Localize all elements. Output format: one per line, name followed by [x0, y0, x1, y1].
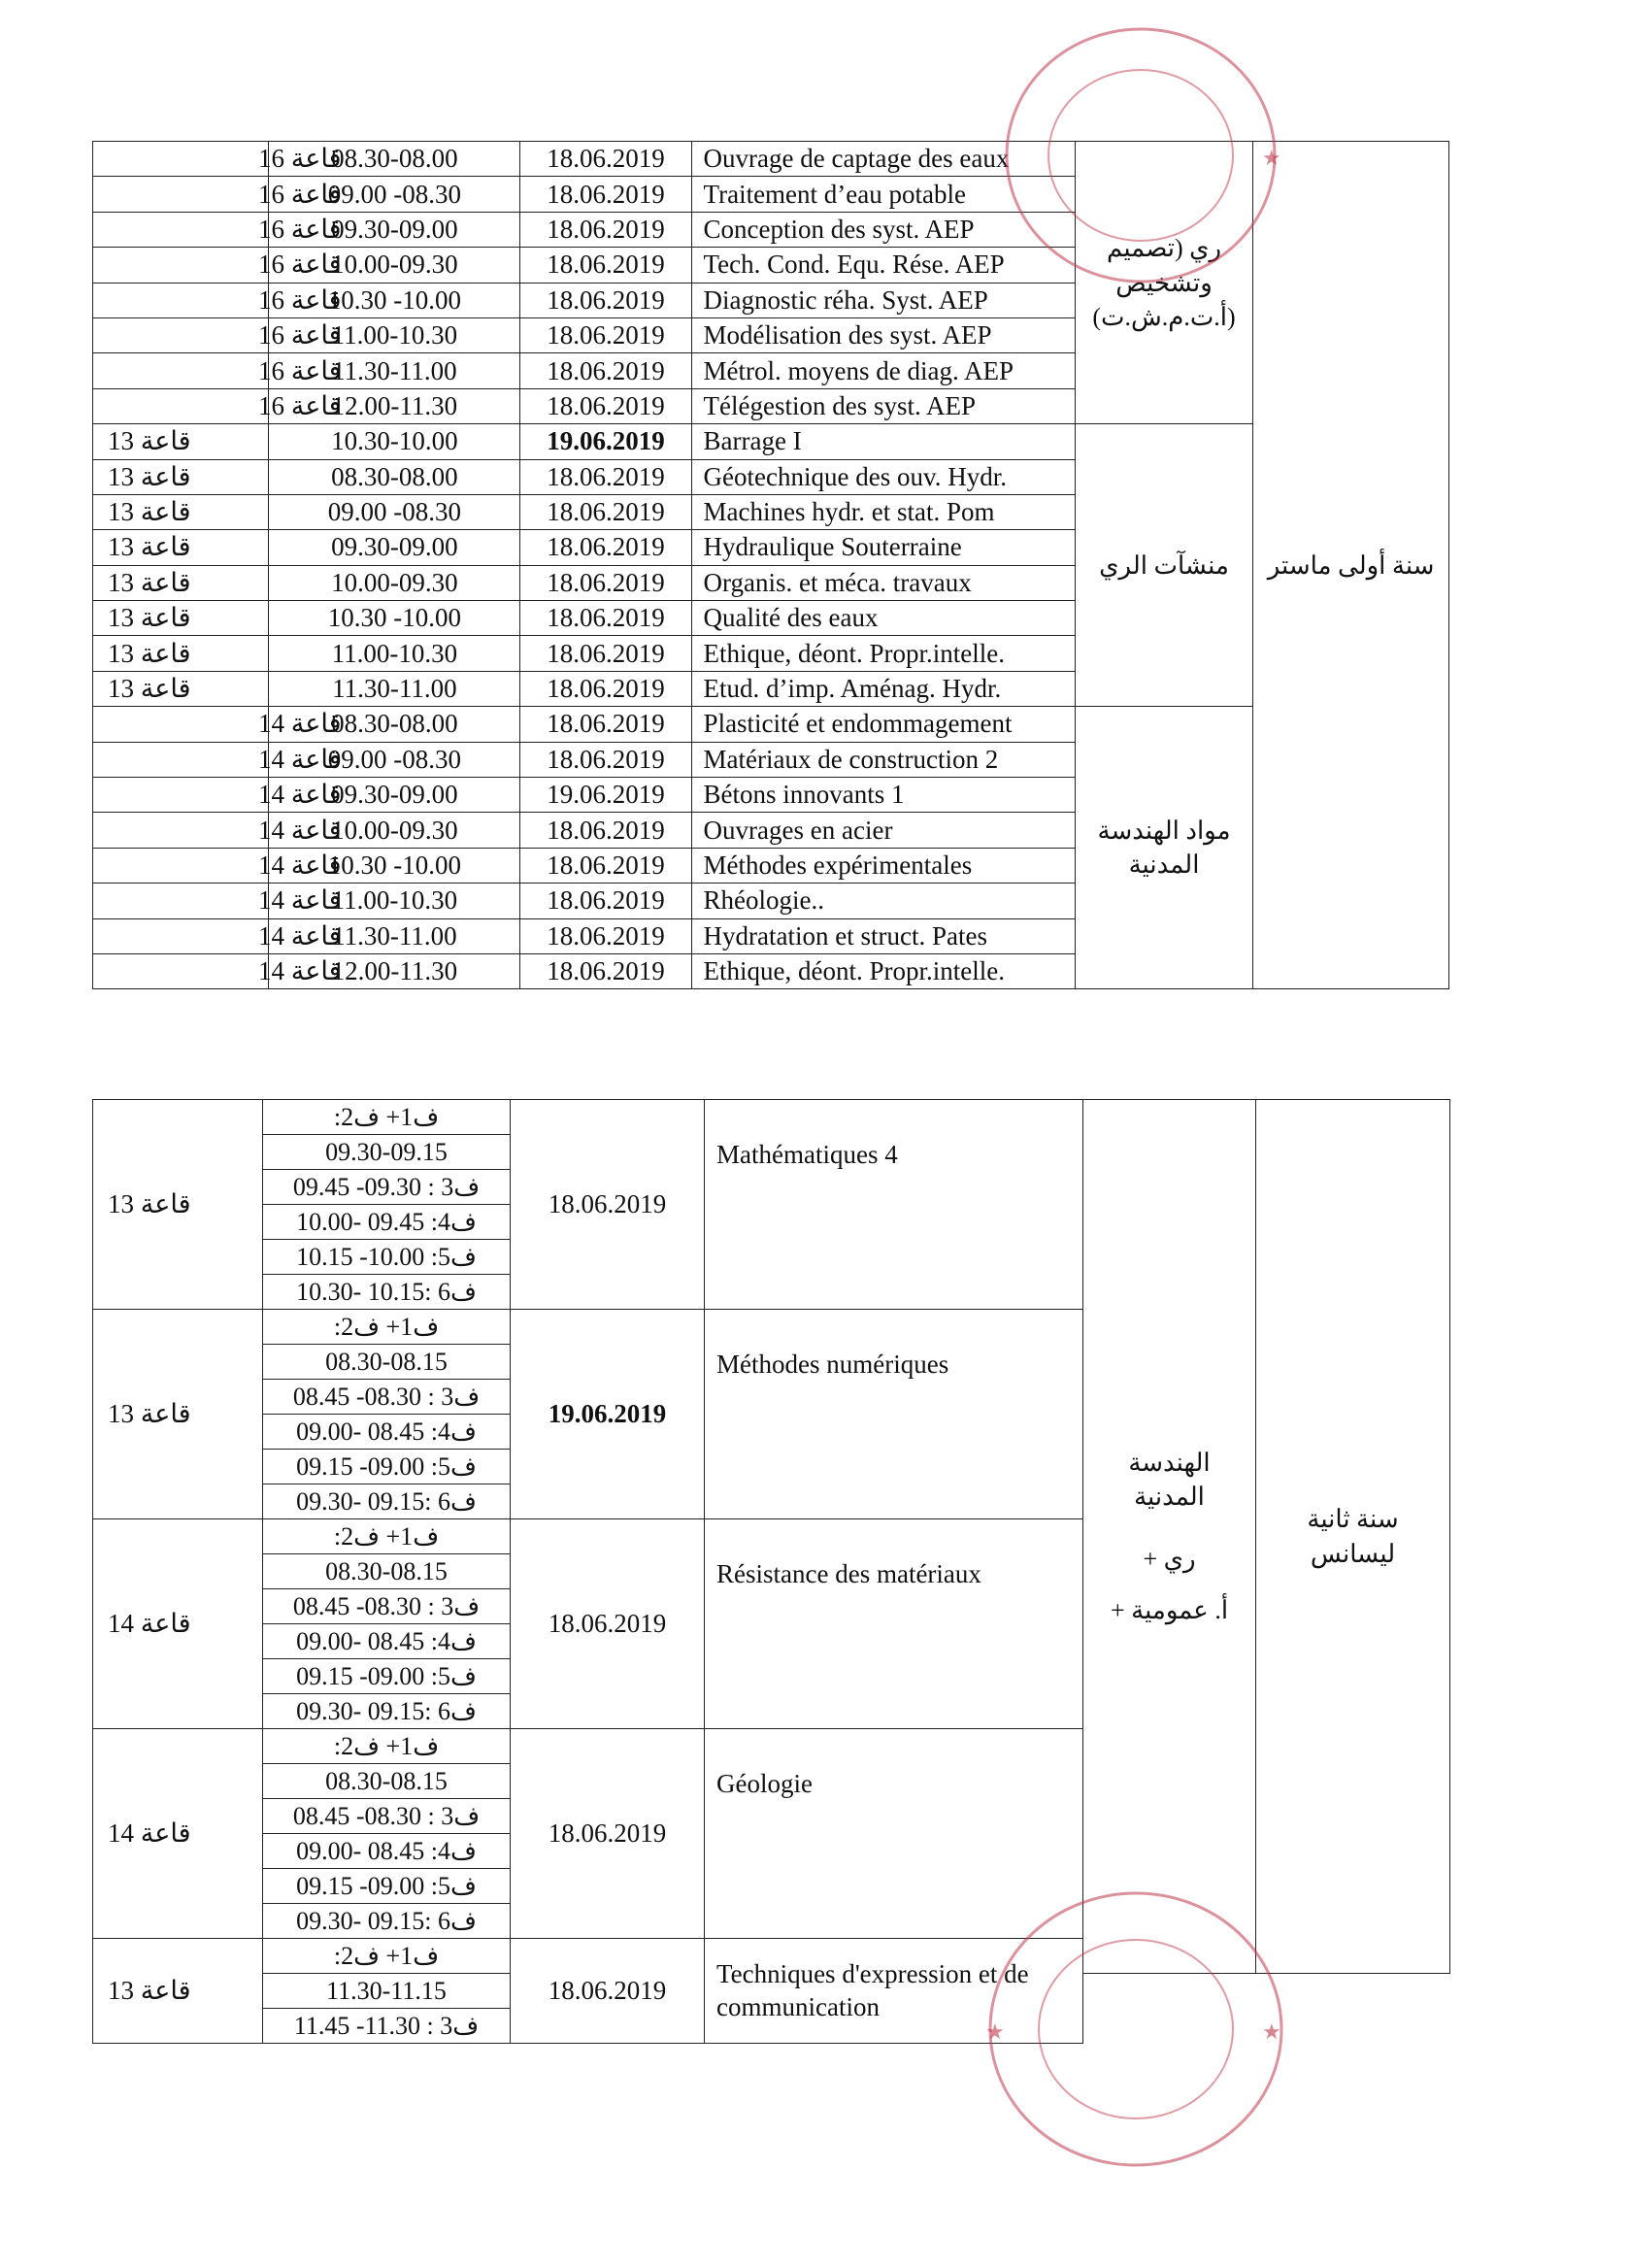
slot-cell: 10.30- 10.15: ف6	[263, 1275, 511, 1310]
date-cell: 18.06.2019	[511, 1100, 705, 1310]
slot-cell: 09.15 -09.00 :ف5	[263, 1450, 511, 1484]
module-cell: Hydraulique Souterraine	[691, 530, 1075, 565]
module-cell: Techniques d'expression et de communication	[705, 1939, 1083, 2044]
slot-head-cell: ف1+ ف2:	[263, 1729, 511, 1764]
specialty-cell: مواد الهندسة المدنية	[1075, 707, 1252, 989]
slot-cell: 11.30-11.15	[263, 1974, 511, 2009]
module-cell: Matériaux de construction 2	[691, 742, 1075, 777]
date-cell: 18.06.2019	[520, 248, 691, 283]
slot-cell: 08.30-08.15	[263, 1554, 511, 1589]
room-cell: قاعة 16	[93, 317, 269, 352]
module-cell: Ethique, déont. Propr.intelle.	[691, 953, 1075, 988]
module-cell: Plasticité et endommagement	[691, 707, 1075, 742]
date-cell: 18.06.2019	[520, 565, 691, 600]
year-cell: سنة أولى ماستر	[1253, 142, 1449, 989]
time-cell: 09.00 -08.30	[269, 494, 520, 529]
date-cell: 19.06.2019	[511, 1310, 705, 1519]
room-cell: قاعة 13	[93, 601, 269, 636]
time-cell: 12.00-11.30	[269, 953, 520, 988]
slot-cell: 09.30- 09.15: ف6	[263, 1694, 511, 1729]
module-cell: Organis. et méca. travaux	[691, 565, 1075, 600]
date-cell: 18.06.2019	[520, 459, 691, 494]
room-cell: قاعة 16	[93, 142, 269, 177]
slot-cell: 09.15 -09.00 :ف5	[263, 1659, 511, 1694]
room-cell: قاعة 14	[93, 1729, 263, 1939]
room-cell: قاعة 14	[93, 742, 269, 777]
table-row	[93, 424, 1449, 459]
date-cell: 18.06.2019	[520, 813, 691, 848]
room-cell: قاعة 13	[93, 530, 269, 565]
room-cell: قاعة 13	[93, 565, 269, 600]
date-cell: 18.06.2019	[520, 212, 691, 247]
time-cell: 10.00-09.30	[269, 248, 520, 283]
module-cell: Conception des syst. AEP	[691, 212, 1075, 247]
slot-cell: 09.00- 08.45 :ف4	[263, 1624, 511, 1659]
module-cell: Méthodes numériques	[705, 1310, 1083, 1519]
slot-cell: 09.30-09.15	[263, 1135, 511, 1170]
date-cell: 18.06.2019	[520, 142, 691, 177]
module-cell: Machines hydr. et stat. Pom	[691, 494, 1075, 529]
date-cell: 19.06.2019	[520, 424, 691, 459]
slot-head-cell: ف1+ ف2:	[263, 1519, 511, 1554]
module-cell: Barrage I	[691, 424, 1075, 459]
date-cell: 18.06.2019	[520, 707, 691, 742]
date-cell: 18.06.2019	[520, 317, 691, 352]
time-cell: 10.30 -10.00	[269, 283, 520, 317]
slot-cell: 09.30- 09.15: ف6	[263, 1484, 511, 1519]
time-cell: 10.30-10.00	[269, 424, 520, 459]
module-cell: Tech. Cond. Equ. Rése. AEP	[691, 248, 1075, 283]
time-cell: 11.00-10.30	[269, 636, 520, 671]
room-cell: قاعة 14	[93, 1519, 263, 1729]
room-cell: قاعة 13	[93, 1100, 263, 1310]
slot-cell: 08.30-08.15	[263, 1345, 511, 1380]
svg-text:★: ★	[1262, 146, 1281, 170]
room-cell: قاعة 13	[93, 1310, 263, 1519]
slot-cell: 08.45 -08.30 : ف3	[263, 1380, 511, 1415]
slot-head-cell: ف1+ ف2:	[263, 1100, 511, 1135]
room-cell: قاعة 16	[93, 388, 269, 423]
room-cell: قاعة 13	[93, 671, 269, 706]
date-cell: 18.06.2019	[520, 530, 691, 565]
module-cell: Modélisation des syst. AEP	[691, 317, 1075, 352]
slot-cell: 08.30-08.15	[263, 1764, 511, 1799]
date-cell: 18.06.2019	[520, 601, 691, 636]
time-cell: 11.30-11.00	[269, 671, 520, 706]
time-cell: 10.00-09.30	[269, 565, 520, 600]
room-cell: قاعة 14	[93, 953, 269, 988]
exam-table-master1	[92, 141, 1449, 989]
room-cell: قاعة 14	[93, 848, 269, 883]
slot-cell: 09.45 -09.30 : ف3	[263, 1170, 511, 1205]
module-cell: Ouvrage de captage des eaux	[691, 142, 1075, 177]
room-cell: قاعة 13	[93, 459, 269, 494]
module-cell: Géotechnique des ouv. Hydr.	[691, 459, 1075, 494]
module-cell: Mathématiques 4	[705, 1100, 1083, 1310]
date-cell: 18.06.2019	[511, 1729, 705, 1939]
slot-cell: 10.15 -10.00 :ف5	[263, 1240, 511, 1275]
module-cell: Méthodes expérimentales	[691, 848, 1075, 883]
room-cell: قاعة 14	[93, 918, 269, 953]
specialty-line: + أ. عمومية	[1110, 1595, 1229, 1624]
slot-head-cell: ف1+ ف2:	[263, 1939, 511, 1974]
room-cell: قاعة 14	[93, 884, 269, 918]
slot-head-cell: ف1+ ف2:	[263, 1310, 511, 1345]
room-cell: قاعة 14	[93, 813, 269, 848]
room-cell: قاعة 13	[93, 494, 269, 529]
slot-cell: 09.00- 08.45 :ف4	[263, 1415, 511, 1450]
date-cell: 18.06.2019	[520, 671, 691, 706]
module-cell: Géologie	[705, 1729, 1083, 1939]
svg-text:★: ★	[985, 2019, 1005, 2044]
time-cell: 09.30-09.00	[269, 530, 520, 565]
time-cell: 08.30-08.00	[269, 142, 520, 177]
room-cell: قاعة 16	[93, 248, 269, 283]
date-cell: 18.06.2019	[511, 1519, 705, 1729]
time-cell: 09.30-09.00	[269, 778, 520, 813]
date-cell: 19.06.2019	[520, 778, 691, 813]
module-cell: Bétons innovants 1	[691, 778, 1075, 813]
svg-text:★: ★	[1262, 2019, 1281, 2044]
time-cell: 10.30 -10.00	[269, 601, 520, 636]
room-cell: قاعة 16	[93, 212, 269, 247]
room-cell: قاعة 16	[93, 283, 269, 317]
module-cell: Résistance des matériaux	[705, 1519, 1083, 1729]
module-cell: Hydratation et struct. Pates	[691, 918, 1075, 953]
room-cell: قاعة 14	[93, 778, 269, 813]
date-cell: 18.06.2019	[520, 353, 691, 388]
slot-cell: 09.15 -09.00 :ف5	[263, 1869, 511, 1904]
time-cell: 09.00 -08.30	[269, 177, 520, 212]
time-cell: 11.30-11.00	[269, 353, 520, 388]
table-row	[93, 1100, 1450, 1135]
date-cell: 18.06.2019	[520, 918, 691, 953]
table-row	[93, 142, 1449, 177]
slot-cell: 08.45 -08.30 : ف3	[263, 1799, 511, 1834]
module-cell: Ouvrages en acier	[691, 813, 1075, 848]
table-row	[93, 707, 1449, 742]
date-cell: 18.06.2019	[520, 388, 691, 423]
specialty-line: الهندسة المدنية	[1128, 1449, 1211, 1512]
slot-cell: 09.30- 09.15: ف6	[263, 1904, 511, 1939]
slot-cell: 11.45 -11.30 : ف3	[263, 2009, 511, 2044]
module-cell: Diagnostic réha. Syst. AEP	[691, 283, 1075, 317]
time-cell: 11.30-11.00	[269, 918, 520, 953]
module-cell: Télégestion des syst. AEP	[691, 388, 1075, 423]
date-cell: 18.06.2019	[520, 884, 691, 918]
date-cell: 18.06.2019	[511, 1939, 705, 2044]
specialty-cell: ري (تصميم وتشخيص (أ.ت.م.ش.ت)	[1075, 142, 1252, 424]
date-cell: 18.06.2019	[520, 177, 691, 212]
date-cell: 18.06.2019	[520, 494, 691, 529]
room-cell: قاعة 13	[93, 1939, 263, 2044]
room-cell: قاعة 13	[93, 424, 269, 459]
room-cell: قاعة 16	[93, 177, 269, 212]
slot-cell: 09.00- 08.45 :ف4	[263, 1834, 511, 1869]
module-cell: Qualité des eaux	[691, 601, 1075, 636]
specialty-line: + ري	[1143, 1544, 1196, 1573]
room-cell: قاعة 14	[93, 707, 269, 742]
time-cell: 08.30-08.00	[269, 707, 520, 742]
time-cell: 12.00-11.30	[269, 388, 520, 423]
room-cell: قاعة 13	[93, 636, 269, 671]
date-cell: 18.06.2019	[520, 636, 691, 671]
slot-cell: 08.45 -08.30 : ف3	[263, 1589, 511, 1624]
time-cell: 10.00-09.30	[269, 813, 520, 848]
date-cell: 18.06.2019	[520, 848, 691, 883]
time-cell: 08.30-08.00	[269, 459, 520, 494]
module-cell: Etud. d’imp. Aménag. Hydr.	[691, 671, 1075, 706]
date-cell: 18.06.2019	[520, 742, 691, 777]
time-cell: 10.30 -10.00	[269, 848, 520, 883]
time-cell: 09.00 -08.30	[269, 742, 520, 777]
module-cell: Traitement d’eau potable	[691, 177, 1075, 212]
slot-cell: 10.00- 09.45 :ف4	[263, 1205, 511, 1240]
module-cell: Métrol. moyens de diag. AEP	[691, 353, 1075, 388]
room-cell: قاعة 16	[93, 353, 269, 388]
year-cell: سنة ثانية ليسانس	[1256, 1100, 1450, 1974]
module-cell: Rhéologie..	[691, 884, 1075, 918]
specialty-cell	[1083, 1100, 1256, 1974]
exam-table-licence2	[92, 1099, 1450, 2044]
date-cell: 18.06.2019	[520, 953, 691, 988]
date-cell: 18.06.2019	[520, 283, 691, 317]
module-cell: Ethique, déont. Propr.intelle.	[691, 636, 1075, 671]
time-cell: 09.30-09.00	[269, 212, 520, 247]
specialty-cell: منشآت الري	[1075, 424, 1252, 707]
time-cell: 11.00-10.30	[269, 317, 520, 352]
time-cell: 11.00-10.30	[269, 884, 520, 918]
